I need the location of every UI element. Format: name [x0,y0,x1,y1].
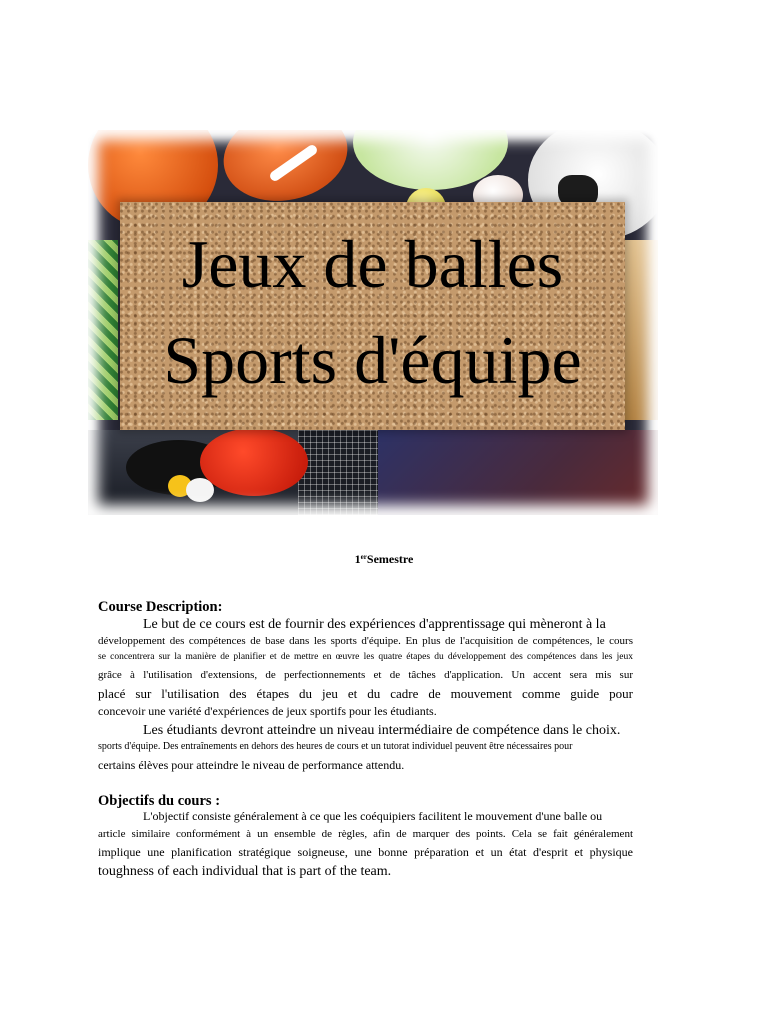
dark-ball-background [378,430,658,515]
objectives-line: article similaire conformément à un ensemble de règles, afin de marquer des points. Cela se fait généralement [98,828,633,840]
semester-number: 1 [354,552,361,566]
field-strip [88,240,118,420]
objectives-line: toughness of each individual that is part of the team. [98,864,392,879]
cover-title-line1: Jeux de balles [181,226,564,302]
objectives-line: implique une planification stratégique soigneuse, une bonne préparation et un état d'esprit et physique [98,845,633,859]
course-description-line: se concentrera sur la manière de planifier et de mettre en œuvre les quatre étapes du développement des compétences dans les jeux [98,652,633,662]
course-description-line: développement des compétences de base dans les sports d'équipe. En plus de l'acquisition de compétences, le cours [98,635,633,647]
course-description-line: concevoir une variété d'expériences de jeux sportifs pour les étudiants. [98,704,437,718]
ping-pong-ball-white [186,478,214,502]
course-description-line: sports d'équipe. Des entraînements en dehors des heures de cours et un tutorat individuel peuvent être nécessaires pour [98,741,573,752]
course-description-line: placé sur l'utilisation des étapes du jeu et du cadre de mouvement comme guide pour [98,686,633,701]
course-description-line: Les étudiants devront atteindre un niveau intermédiaire de compétence dans le choix. [143,723,621,738]
cover-banner [88,130,658,515]
objectives-heading: Objectifs du cours : [98,793,221,809]
cork-title-board [120,202,625,430]
red-paddle-image [200,428,308,496]
cover-title-line2: Sports d'équipe [163,322,582,398]
semester-text: Semestre [366,552,414,566]
semester-label [0,552,768,567]
course-description-line: certains élèves pour atteindre le niveau de performance attendu. [98,758,405,772]
course-description-line: Le but de ce cours est de fournir des expériences d'apprentissage qui mèneront à la [143,617,606,632]
semester-superscript: er [360,553,367,561]
table-tennis-net [298,430,383,515]
course-description-heading: Course Description: [98,599,223,615]
objectives-line: L'objectif consiste généralement à ce que les coéquipiers facilitent le mouvement d'une balle ou [143,809,603,823]
course-description-line: grâce à l'utilisation d'extensions, de perfectionnements et de tâches d'application. Un accent sera mis sur [98,669,633,681]
